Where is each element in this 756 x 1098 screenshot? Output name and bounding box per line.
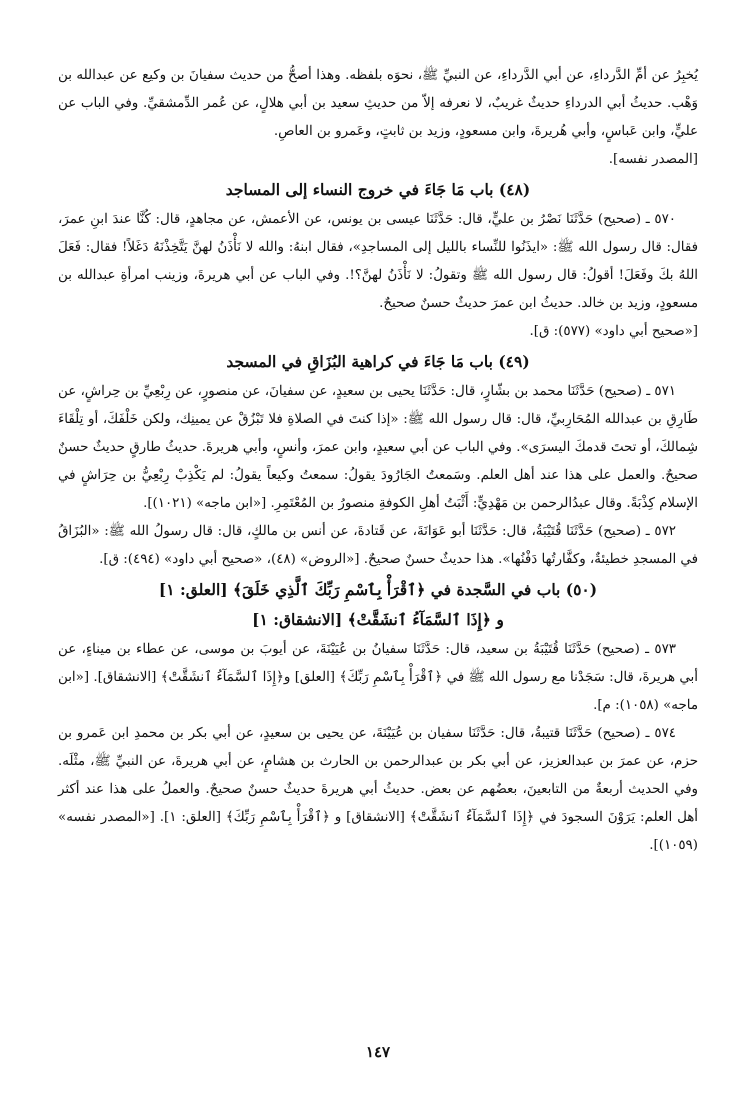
hadith-570-reference: [«صحيح أبي داود» (٥٧٧): ق]. <box>529 324 698 339</box>
hadith-570: ٥٧٠ ـ (صحيح) حَدَّثَنَا نَصْرُ بن عليٍّ، قال: حَدَّثَنَا عيسى بن يونس، عن الأعمش، عن مجاهدٍ، قال: كُنَّا عندَ ابنِ عمرَ، فقال: قال رسول الله ﷺ: «ايذَنُوا للنِّساء بالليل إلى المساجدِ»، فقال ابنهُ: والله لا نَأْذَنُ لهنَّ يَتَّخِذْنَهُ دَغَلاً! فقال: فَعَلَ اللهُ بكَ وفَعَلَ! أقولُ: قال رسول الله ﷺ وتقولُ: لا نَأْذَنُ لهنَّ؟!. وفي الباب عن أبي هريرةَ، وزينب امرأةِ عبدالله بن مسعودٍ، وزيد بن خالد. حديثُ ابن عمرَ حديثٌ حسنٌ صحيحٌ. <box>58 212 698 311</box>
hadith-572: ٥٧٢ ـ (صحيح) حَدَّثَنَا قُتَيْبَةُ، قال: حَدَّثَنَا أبو عَوَانَةَ، عن قَتادةَ، عن أنس بن مالكٍ، قال: قال رسولُ الله ﷺ: «البُزَاقُ في المسجدِ خطيئةٌ، وكفَّارتُها دَفْنُها». هذا حديثٌ حسنٌ صحيحٌ. [«الروض» (٤٨)، «صحيح أبي داود» (٤٩٤): ق]. <box>58 524 698 567</box>
chapter-50-title-line1: (٥٠) باب في السَّجدة في ﴿ٱقْرَأْ بِٱسْمِ رَبِّكَ ٱلَّذِي خَلَقَ﴾ [العلق: ١] <box>158 580 598 599</box>
intro-paragraph: يُخبِرُ عن أمِّ الدَّرداءِ، عن أبي الدَّرداءِ، عن النبيِّ ﷺ، نحوَه بلفظه. وهذا أصحُّ من حديث سفيانَ بن وكيع عن عبدالله بن وَهْب. حديثُ أبي الدرداءِ حديثٌ غريبٌ، لا نعرفه إلاّ من حديثِ سعيد بن أبي هلالٍ، عن عُمر الدِّمشقيِّ. وفي الباب عن عليٍّ، وابن عَباسٍ، وأبي هُريرةَ، وابن مسعودٍ، وزيد بن ثابتٍ، وعَمرو بن العاصِ. <box>58 68 698 139</box>
hadith-573: ٥٧٣ ـ (صحيح) حَدَّثَنَا قُتَيْبَةُ بن سعيد، قال: حَدَّثَنَا سفيانُ بن عُيَيْنَةَ، عن أيوبَ بن موسى، عن عطاء بن ميناءٍ، عن أبي هريرةَ، قال: سَجَدْنا مع رسول الله ﷺ في ﴿ٱقْرَأْ بِٱسْمِ رَبِّكَ﴾ [العلق] و﴿إِذَا ٱلسَّمَآءُ ٱنشَقَّتْ﴾ [الانشقاق]. [«ابن ماجه» (١٠٥٨): م]. <box>58 642 698 713</box>
hadith-571: ٥٧١ ـ (صحيح) حَدَّثَنَا محمد بن بشّارٍ، قال: حَدَّثَنَا يحيى بن سعيدٍ، عن سفيانَ، عن منصورٍ، عن رِبْعِيِّ بن حِراشٍ، عن طَارِقِ بن عبدالله المُحَارِبيِّ، قال: قال رسول الله ﷺ: «إذا كنتَ في الصلاةِ فلا تَبْزُقْ عن يمينِك، ولكن خَلْفَكَ، أو تِلْقَاءَ شِمالكَ، أو تحتَ قدمكَ اليسرَى». وفي الباب عن أبي سعيدٍ، وابن عمرَ، وأنسٍ، وأبي هريرةَ. حديثُ طارقٍ حديثٌ حسنٌ صحيحٌ. والعمل على هذا عند أهل العلم. وسَمعتُ الجَارُودَ يقولُ: سمعتُ وكيعاً يقولُ: لم يَكْذِبْ رِبْعِيُّ بن حِرَاشٍ في الإسلام كِذْبَةً. وقال عبدُالرحمن بن مَهْدِيٍّ: أَثْبَتُ أهلِ الكوفةِ منصورُ بن المُعْتَمِرِ. [«ابن ماجه» (١٠٢١)]. <box>58 384 698 511</box>
intro-reference: [المصدر نفسه]. <box>608 152 698 167</box>
hadith-574: ٥٧٤ ـ (صحيح) حَدَّثَنَا قتيبةُ، قال: حَدَّثَنَا سفيان بن عُيَيْنَةَ، عن يحيى بن سعيدٍ، عن أبي بكر بن محمدِ ابن عَمرو بن حزم، عن عمرَ بن عبدالعزيز، عن أبي بكر بن عبدالرحمن بن الحارث بن هشامٍ، عن أبي هريرةَ، عن النبيِّ ﷺ، مثْلَه. وفي الحديث أربعةٌ من التابعينَ، بعضُهم عن بعض. حديثُ أبي هريرةَ حديثٌ حسنٌ صحيحٌ. والعملُ على هذا عند أكثر أهل العلم: يَرَوْنَ السجودَ في ﴿إِذَا ٱلسَّمَآءُ ٱنشَقَّتْ﴾ [الانشقاق] و ﴿ٱقْرَأْ بِٱسْمِ رَبِّكَ﴾ [العلق: ١]. [«المصدر نفسه» (١٠٥٩)]. <box>58 726 699 853</box>
chapter-49-title: (٤٩) باب مَا جَاءَ في كراهية البُزَاقِ في المسجد <box>226 352 530 371</box>
chapter-50-title-line2: و ﴿إِذَا ٱلسَّمَآءُ ٱنشَقَّتْ﴾ [الانشقاق: ١] <box>252 610 504 629</box>
page-number: ١٤٧ <box>365 1043 391 1061</box>
chapter-48-title: (٤٨) باب مَا جَاءَ في خروج النساء إلى المساجد <box>225 180 531 199</box>
